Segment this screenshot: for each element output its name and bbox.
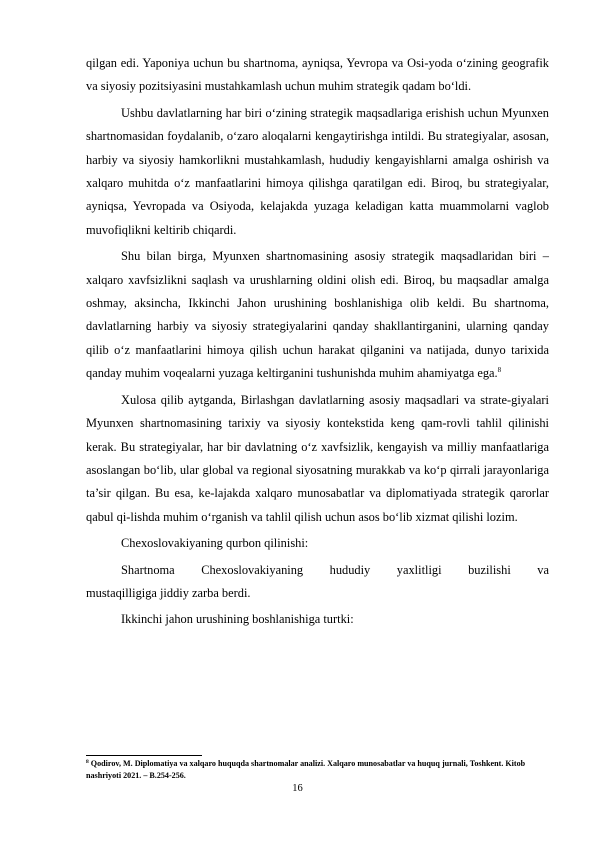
paragraph-czechoslovakia-heading: Chexoslovakiyaning qurbon qilinishi:: [121, 536, 309, 551]
footnote-number: 8: [86, 759, 89, 765]
footnote-reference[interactable]: 8: [497, 366, 502, 375]
paragraph-conclusion: Xulosa qilib aytganda, Birlashgan davlatlarning asosiy maqsadlari va strate-giyalari Myunxen shartnomasining tarixiy va siyosiy kontekstida keng qam-rovli tahlil qilinishi kerak. Bu strategiyalar, har bir davlatning o‘z xavfsizlik, kengayish va milliy manfaatlariga asoslangan bo‘lib, ular global va regional siyosatning murakkab va ko‘p qirrali jarayonlariga ta’sir qilgan. Bu esa, ke-lajakda xalqaro munosabatlar va diplomatiyada strategik qarorlar qabul qi-lishda muhim o‘rganish va tahlil qilish uchun asos bo‘lib xizmat qilishi lozim.: [86, 392, 549, 524]
paragraph-territory-line: Shartnoma Chexoslovakiyaning hududiy yaxlitligi buzilishi va: [121, 562, 549, 577]
footnote-divider: [86, 755, 202, 756]
paragraph-strategies: Ushbu davlatlarning har biri o‘zining strategik maqsadlariga erishish uchun Myunxen shartnomasidan foydalanib, o‘zaro aloqalarni kengaytirishga intildi. Bu strategiyalar, asosan, harbiy va siyosiy hamkorlikni mustahkamlash, hududiy kengayishlarni amalga oshirish va xalqaro muhitda o‘z manfaatlarini himoya qilishga qaratilgan edi. Biroq, bu strategiyalar, ayniqsa, Yevropada va Osiyoda, kelajakda yuzaga keladigan katta muammolarni vaglob muvofiqlikni keltirib chiqardi.: [86, 105, 549, 237]
page-body: [86, 52, 549, 632]
paragraph-security-goals-text: Shu bilan birga, Myunxen shartnomasining asosiy strategik maqsadlaridan biri – xalqaro xavfsizlikni saqlash va urushlarning oldini olish edi. Biroq, bu maqsadlar amalga oshmay, aksincha, Ikkinchi Jahon urushining boshlanishiga olib keldi. Bu shartnoma, davlatlarning harbiy va siyosiy strategiyalarini qanday shakllantirganini, ularning qanday qilib o‘z manfaatlarini himoya qilish uchun harakat qilganini va natijada, dunyo tarixida qanday muhim voqealarni yuzaga keltirganini tushunishda muhim ahamiyatga ega.: [86, 249, 549, 381]
paragraph-security-goals: [86, 245, 549, 385]
footnote: [86, 758, 556, 782]
footnote-text: Qodirov, M. Diplomatiya va xalqaro huquqda shartnomalar analizi. Xalqaro munosabatlar va huquq jurnali, Toshkent. Kitob nashriyoti 2021. – B.254-256.: [86, 759, 526, 780]
paragraph-continuation: qilgan edi. Yaponiya uchun bu shartnoma, ayniqsa, Yevropa va Osi-yoda o‘zining geografik va siyosiy pozitsiyasini mustahkamlash uchun muhim strategik qadam bo‘ldi.: [86, 56, 549, 94]
page-number: 16: [292, 783, 303, 794]
paragraph-territory-continuation: mustaqilligiga jiddiy zarba berdi.: [86, 585, 251, 600]
paragraph-ww2-heading: Ikkinchi jahon urushining boshlanishiga turtki:: [121, 612, 354, 627]
